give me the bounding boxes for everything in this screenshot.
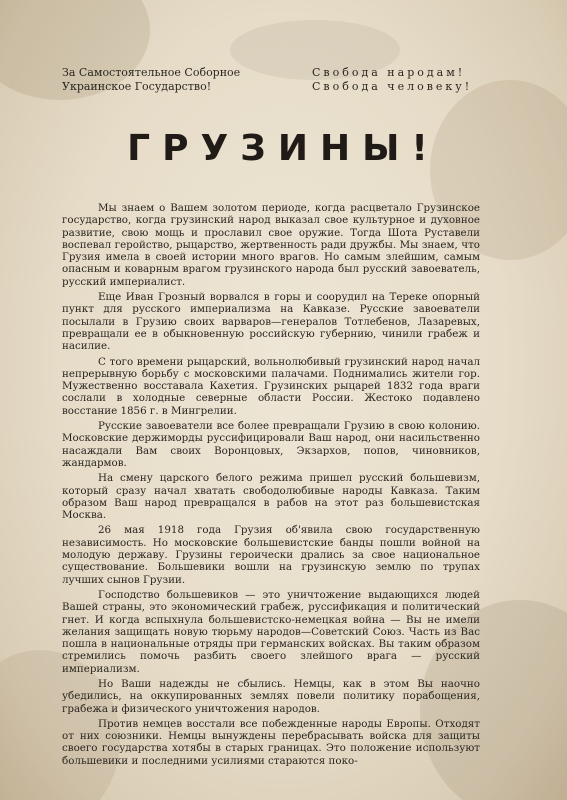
header-slogan-line: За Самостоятельное Соборное [62, 66, 241, 79]
leaflet-title: ГРУЗИНЫ! [127, 128, 440, 169]
body-paragraph: Но Ваши надежды не сбылись. Немцы, как в этом Вы наочно убедились, на оккупированных землях повели политику порабощения, грабежа и физического уничтожения народов. [62, 677, 480, 715]
body-paragraph: Господство большевиков — это уничтожение выдающихся людей Вашей страны, это экономический грабеж, руссификация и политический гнет. И когда вспыхнула большевистско-немецкая война — Вы не имели желания защищать новую тюрьму народов—Советский Союз. Часть из Вас пошла в национальные отряды при германских войсках. Вы таким образом стремились помочь разбить своего злейшого врага — русский империализм. [62, 588, 480, 675]
body-paragraph: 26 мая 1918 года Грузия об'явила свою государственную независимость. Но московские большевистские банды пошли войной на молодую державу. Грузины героически дрались за свое национальное существование. Большевики вошли на грузинскую землю по трупах лучших сынов Грузии. [62, 524, 480, 586]
body-paragraph: С того времени рыцарский, вольнолюбивый грузинский народ начал непрерывную борьбу с московскими палачами. Поднимались жители гор. Мужественно восставала Кахетия. Грузинских рыцарей 1832 года враги сослали в холодные северные области России. Жестоко подавлено восстание 1856 г. в Мингрелии. [62, 355, 480, 417]
body-paragraph: Против немцев восстали все побежденные народы Европы. Отходят от них союзники. Немцы вынуждены перебрасывать войска для защиты своего государства хотябы в старых границах. Это положение используют большевики и последними усилиями стараются поко- [62, 717, 480, 767]
header-slogan-line: Свобода человеку! [312, 80, 473, 93]
header-slogan-left [62, 66, 240, 94]
body-paragraph: Русские завоеватели все более превращали Грузию в свою колонию. Московские держиморды руссифицировали Ваш народ, они насильственно насаждали Вам своих Воронцовых, Экзархов, попов, чиновников, жандармов. [62, 420, 480, 469]
body-paragraph: На смену царского белого режима пришел русский большевизм, который сразу начал хватать свободолюбивые народы Кавказа. Таким образом Ваш народ превращался в рабов на этот раз большевистская Москва. [62, 472, 480, 522]
leaflet-body [62, 202, 480, 770]
header-slogan-right [312, 66, 472, 94]
header-slogan-line: Украинское Государство! [62, 80, 212, 93]
body-paragraph: Еще Иван Грозный ворвался в горы и соорудил на Тереке опорный пункт для русского империализма на Кавказе. Русские завоеватели посылали в Грузию своих варваров—генералов Тотлебенов, Лазаревых, превращали ее в обыкновенную российскую губернию, чинили грабеж и насилие. [62, 291, 480, 353]
header-slogan-line: Свобода народам! [312, 66, 466, 79]
body-paragraph: Мы знаем о Вашем золотом периоде, когда расцветало Грузинское государство, когда грузинский народ выказал свое культурное и духовное развитие, свою мощь и прославил свое оружие. Тогда Шота Руставели воспевал геройство, рыцарство, жертвенность ради дружбы. Мы знаем, что Грузия имела в своей истории много врагов. Но самым злейшим, самым опасным и коварным врагом грузинского народа был русский завоеватель, русский империалист. [62, 202, 480, 288]
